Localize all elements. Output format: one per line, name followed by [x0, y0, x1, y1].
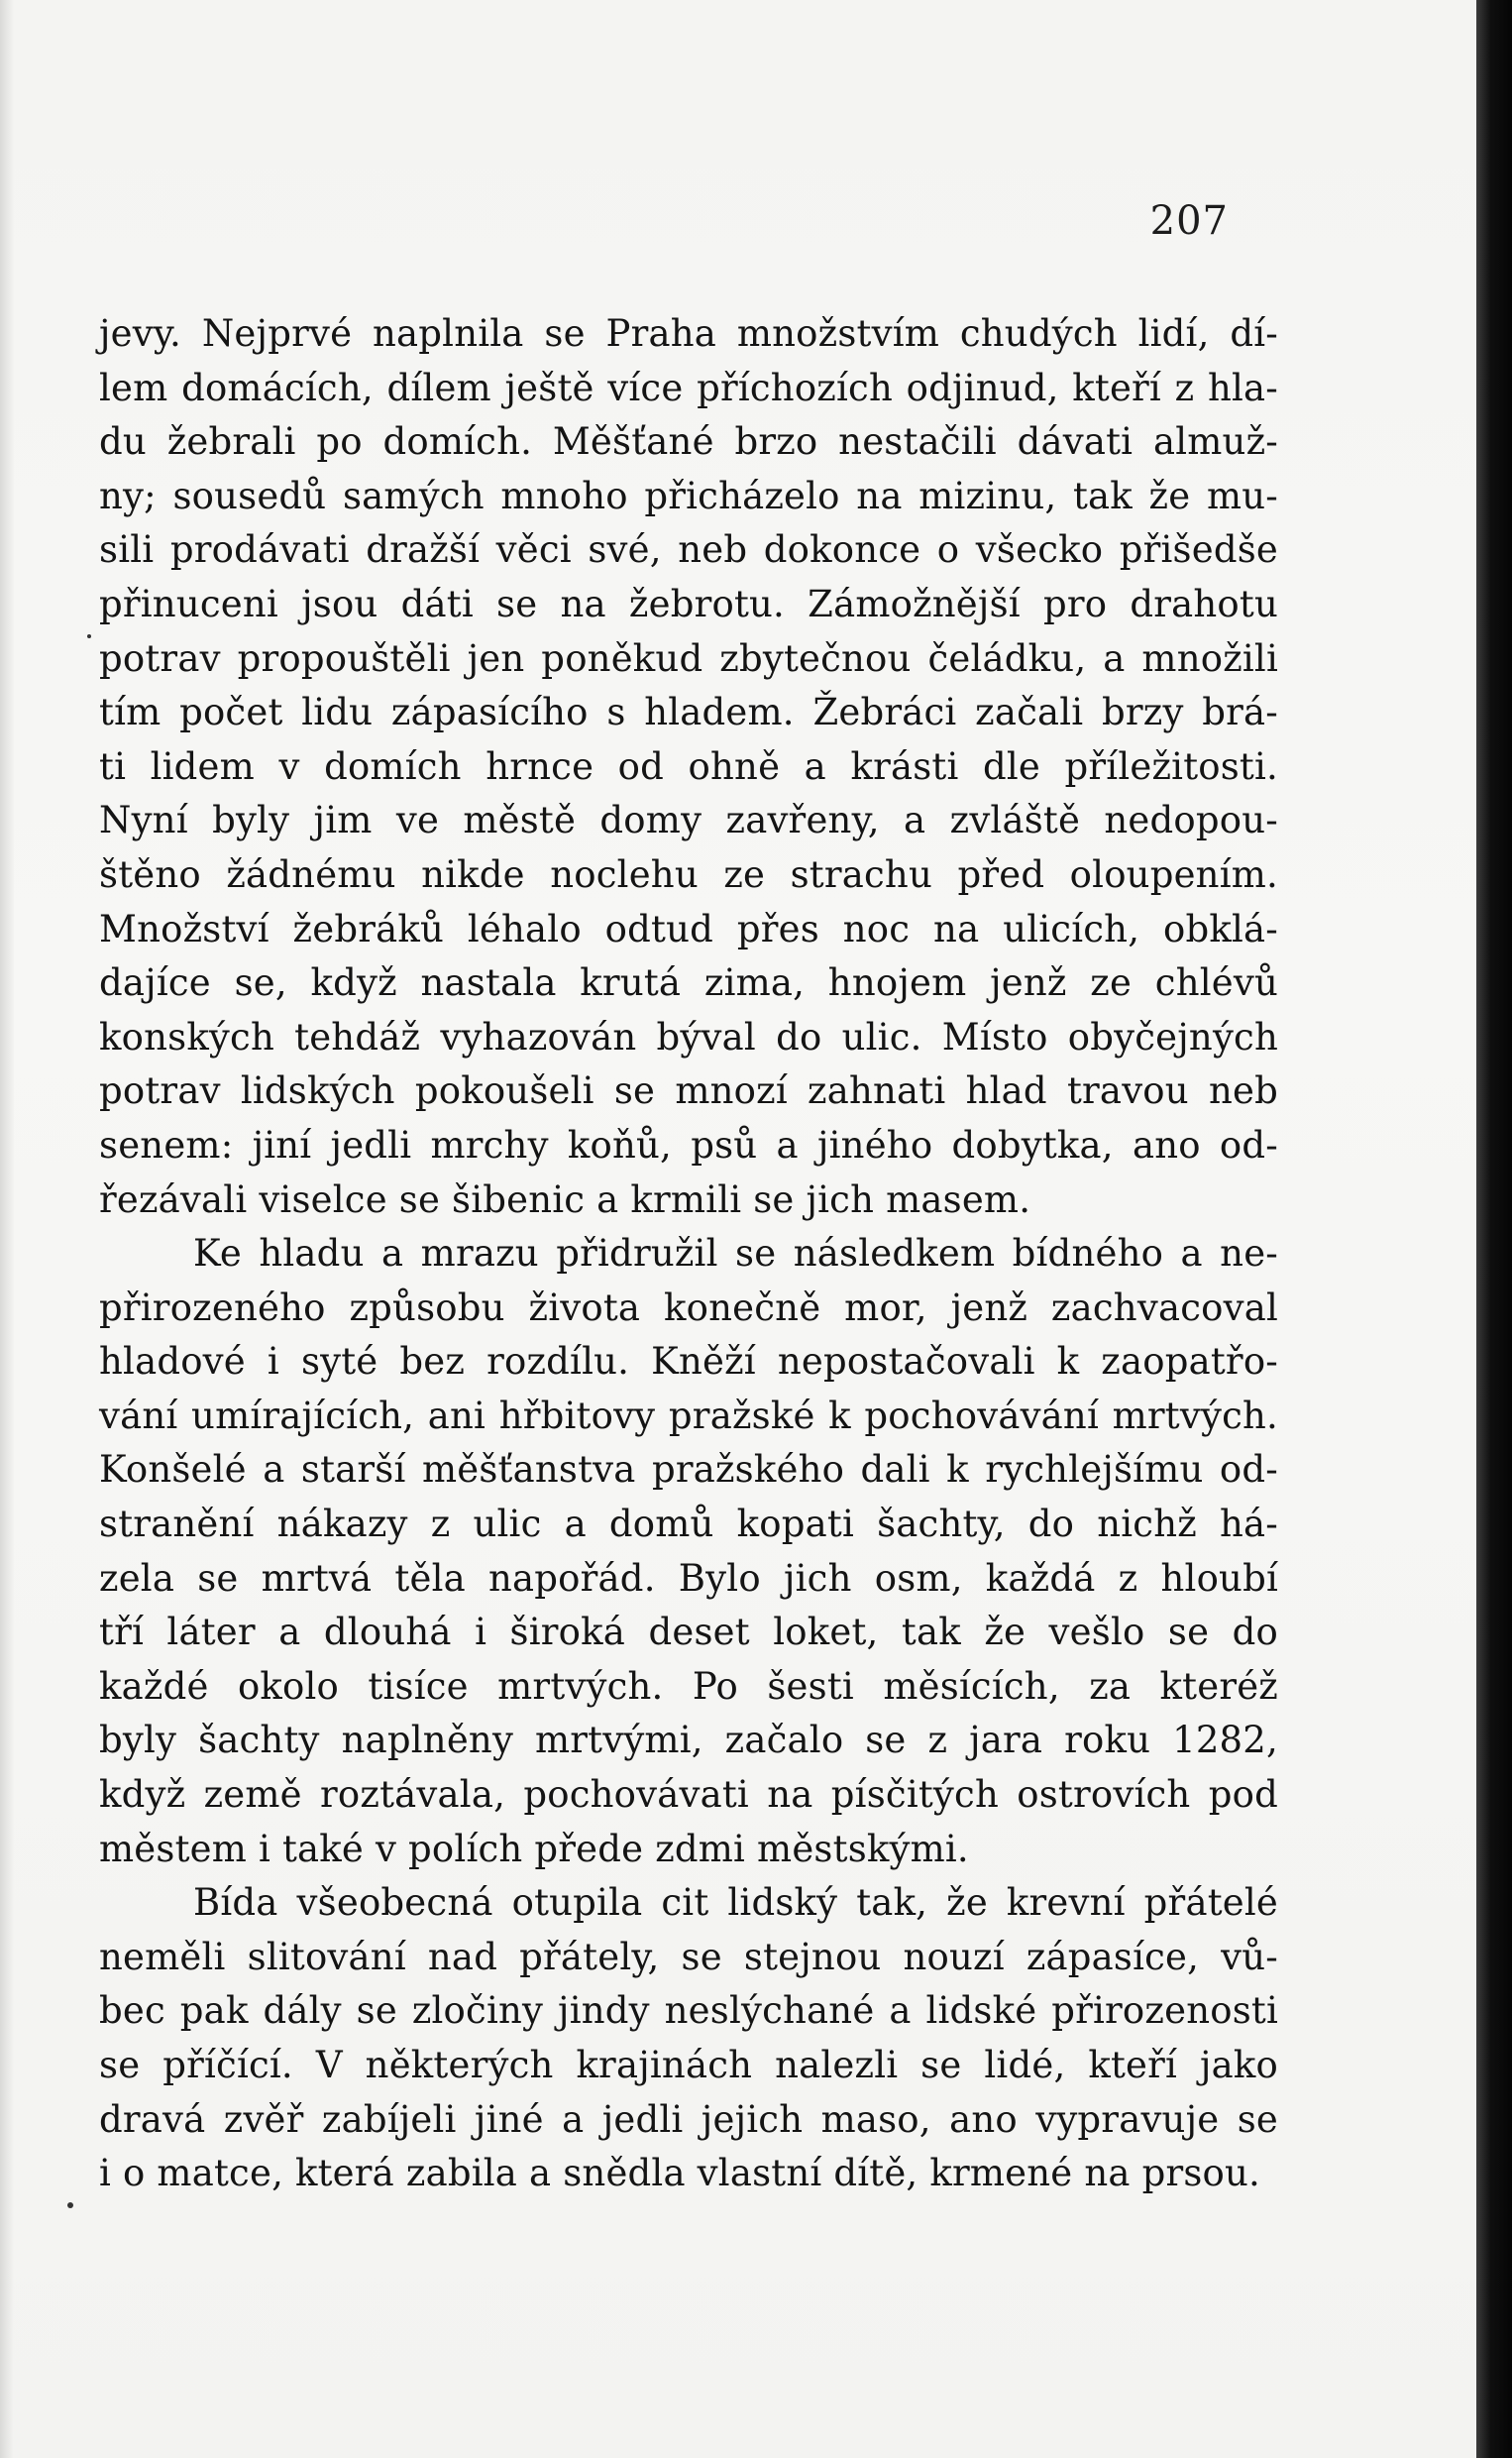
- text-line: když země roztávala, pochovávati na písčitých ostrovích pod: [99, 1773, 1278, 1817]
- text-line: Bída všeobecná otupila cit lidský tak, že krevní přátelé: [193, 1881, 1278, 1925]
- text-line: konských tehdáž vyhazován býval do ulic. Místo obyčejných: [99, 1015, 1278, 1059]
- scan-speck: [67, 2202, 73, 2208]
- page-left-edge: [0, 0, 14, 2458]
- page-right-edge: [1476, 0, 1512, 2458]
- text-line: hladové i syté bez rozdílu. Kněží nepostačovali k zaopatřo-: [99, 1340, 1278, 1384]
- text-line: zela se mrtvá těla napořád. Bylo jich osm, každá z hloubí: [99, 1556, 1278, 1600]
- text-line: senem: jiní jedli mrchy koňů, psů a jiného dobytka, ano od-: [99, 1123, 1278, 1167]
- text-line: tím počet lidu zápasícího s hladem. Žebráci začali brzy brá-: [99, 691, 1278, 734]
- text-line: přirozeného způsobu života konečně mor, jenž zachvacoval: [99, 1285, 1278, 1329]
- text-line: přinuceni jsou dáti se na žebrotu. Zámožnější pro drahotu: [99, 582, 1278, 625]
- text-line: městem i také v polích přede zdmi městskými.: [99, 1827, 969, 1870]
- text-line: ti lidem v domích hrnce od ohně a krásti dle příležitosti.: [99, 744, 1278, 788]
- text-line: štěno žádnému nikde noclehu ze strachu před oloupením.: [99, 852, 1278, 896]
- text-line: dajíce se, když nastala krutá zima, hnojem jenž ze chlévů: [99, 961, 1278, 1005]
- text-line: Nyní byly jim ve městě domy zavřeny, a zvláště nedopou-: [99, 799, 1278, 842]
- text-line: stranění nákazy z ulic a domů kopati šachty, do nichž há-: [99, 1503, 1278, 1546]
- text-line: potrav lidských pokoušeli se mnozí zahnati hlad travou neb: [99, 1069, 1278, 1113]
- text-line: řezávali viselce se šibenic a krmili se jich masem.: [99, 1177, 1031, 1221]
- text-line: dravá zvěř zabíjeli jiné a jedli jejich maso, ano vypravuje se: [99, 2097, 1278, 2141]
- text-line: jevy. Nejprvé naplnila se Praha množstvím chudých lidí, dí-: [99, 312, 1278, 355]
- page-number: 207: [1149, 198, 1229, 244]
- text-line: vání umírajících, ani hřbitovy pražské k pochovávání mrtvých.: [99, 1394, 1278, 1437]
- text-line: Konšelé a starší měšťanstva pražského dali k rychlejšímu od-: [99, 1448, 1278, 1492]
- text-line: každé okolo tisíce mrtvých. Po šesti měsících, za kteréž: [99, 1664, 1278, 1708]
- text-line: bec pak dály se zločiny jindy neslýchané a lidské přirozenosti: [99, 1989, 1278, 2033]
- text-line: Množství žebráků léhalo odtud přes noc na ulicích, obklá-: [99, 907, 1278, 950]
- text-line: neměli slitování nad přátely, se stejnou nouzí zápasíce, vů-: [99, 1935, 1278, 1978]
- scan-speck: [87, 634, 91, 638]
- text-line: du žebrali po domích. Měšťané brzo nestačili dávati almuž-: [99, 420, 1278, 464]
- body-text: [99, 307, 1278, 2201]
- text-line: se příčící. V některých krajinách nalezli se lidé, kteří jako: [99, 2044, 1278, 2086]
- text-line: tří láter a dlouhá i široká deset loket, tak že vešlo se do: [99, 1611, 1278, 1654]
- text-line: potrav propouštěli jen poněkud zbytečnou čeládku, a množili: [99, 636, 1278, 680]
- text-line: ny; sousedů samých mnoho přicházelo na mizinu, tak že mu-: [99, 474, 1278, 517]
- text-line: Ke hladu a mrazu přidružil se následkem bídného a ne-: [193, 1232, 1278, 1276]
- text-line: sili prodávati dražší věci své, neb dokonce o všecko přišedše: [99, 528, 1278, 572]
- text-line: lem domácích, dílem ještě více příchozích odjinud, kteří z hla-: [99, 366, 1278, 409]
- text-line: i o matce, která zabila a snědla vlastní dítě, krmené na prsou.: [99, 2152, 1261, 2195]
- text-line: byly šachty naplněny mrtvými, začalo se z jara roku 1282,: [99, 1719, 1278, 1762]
